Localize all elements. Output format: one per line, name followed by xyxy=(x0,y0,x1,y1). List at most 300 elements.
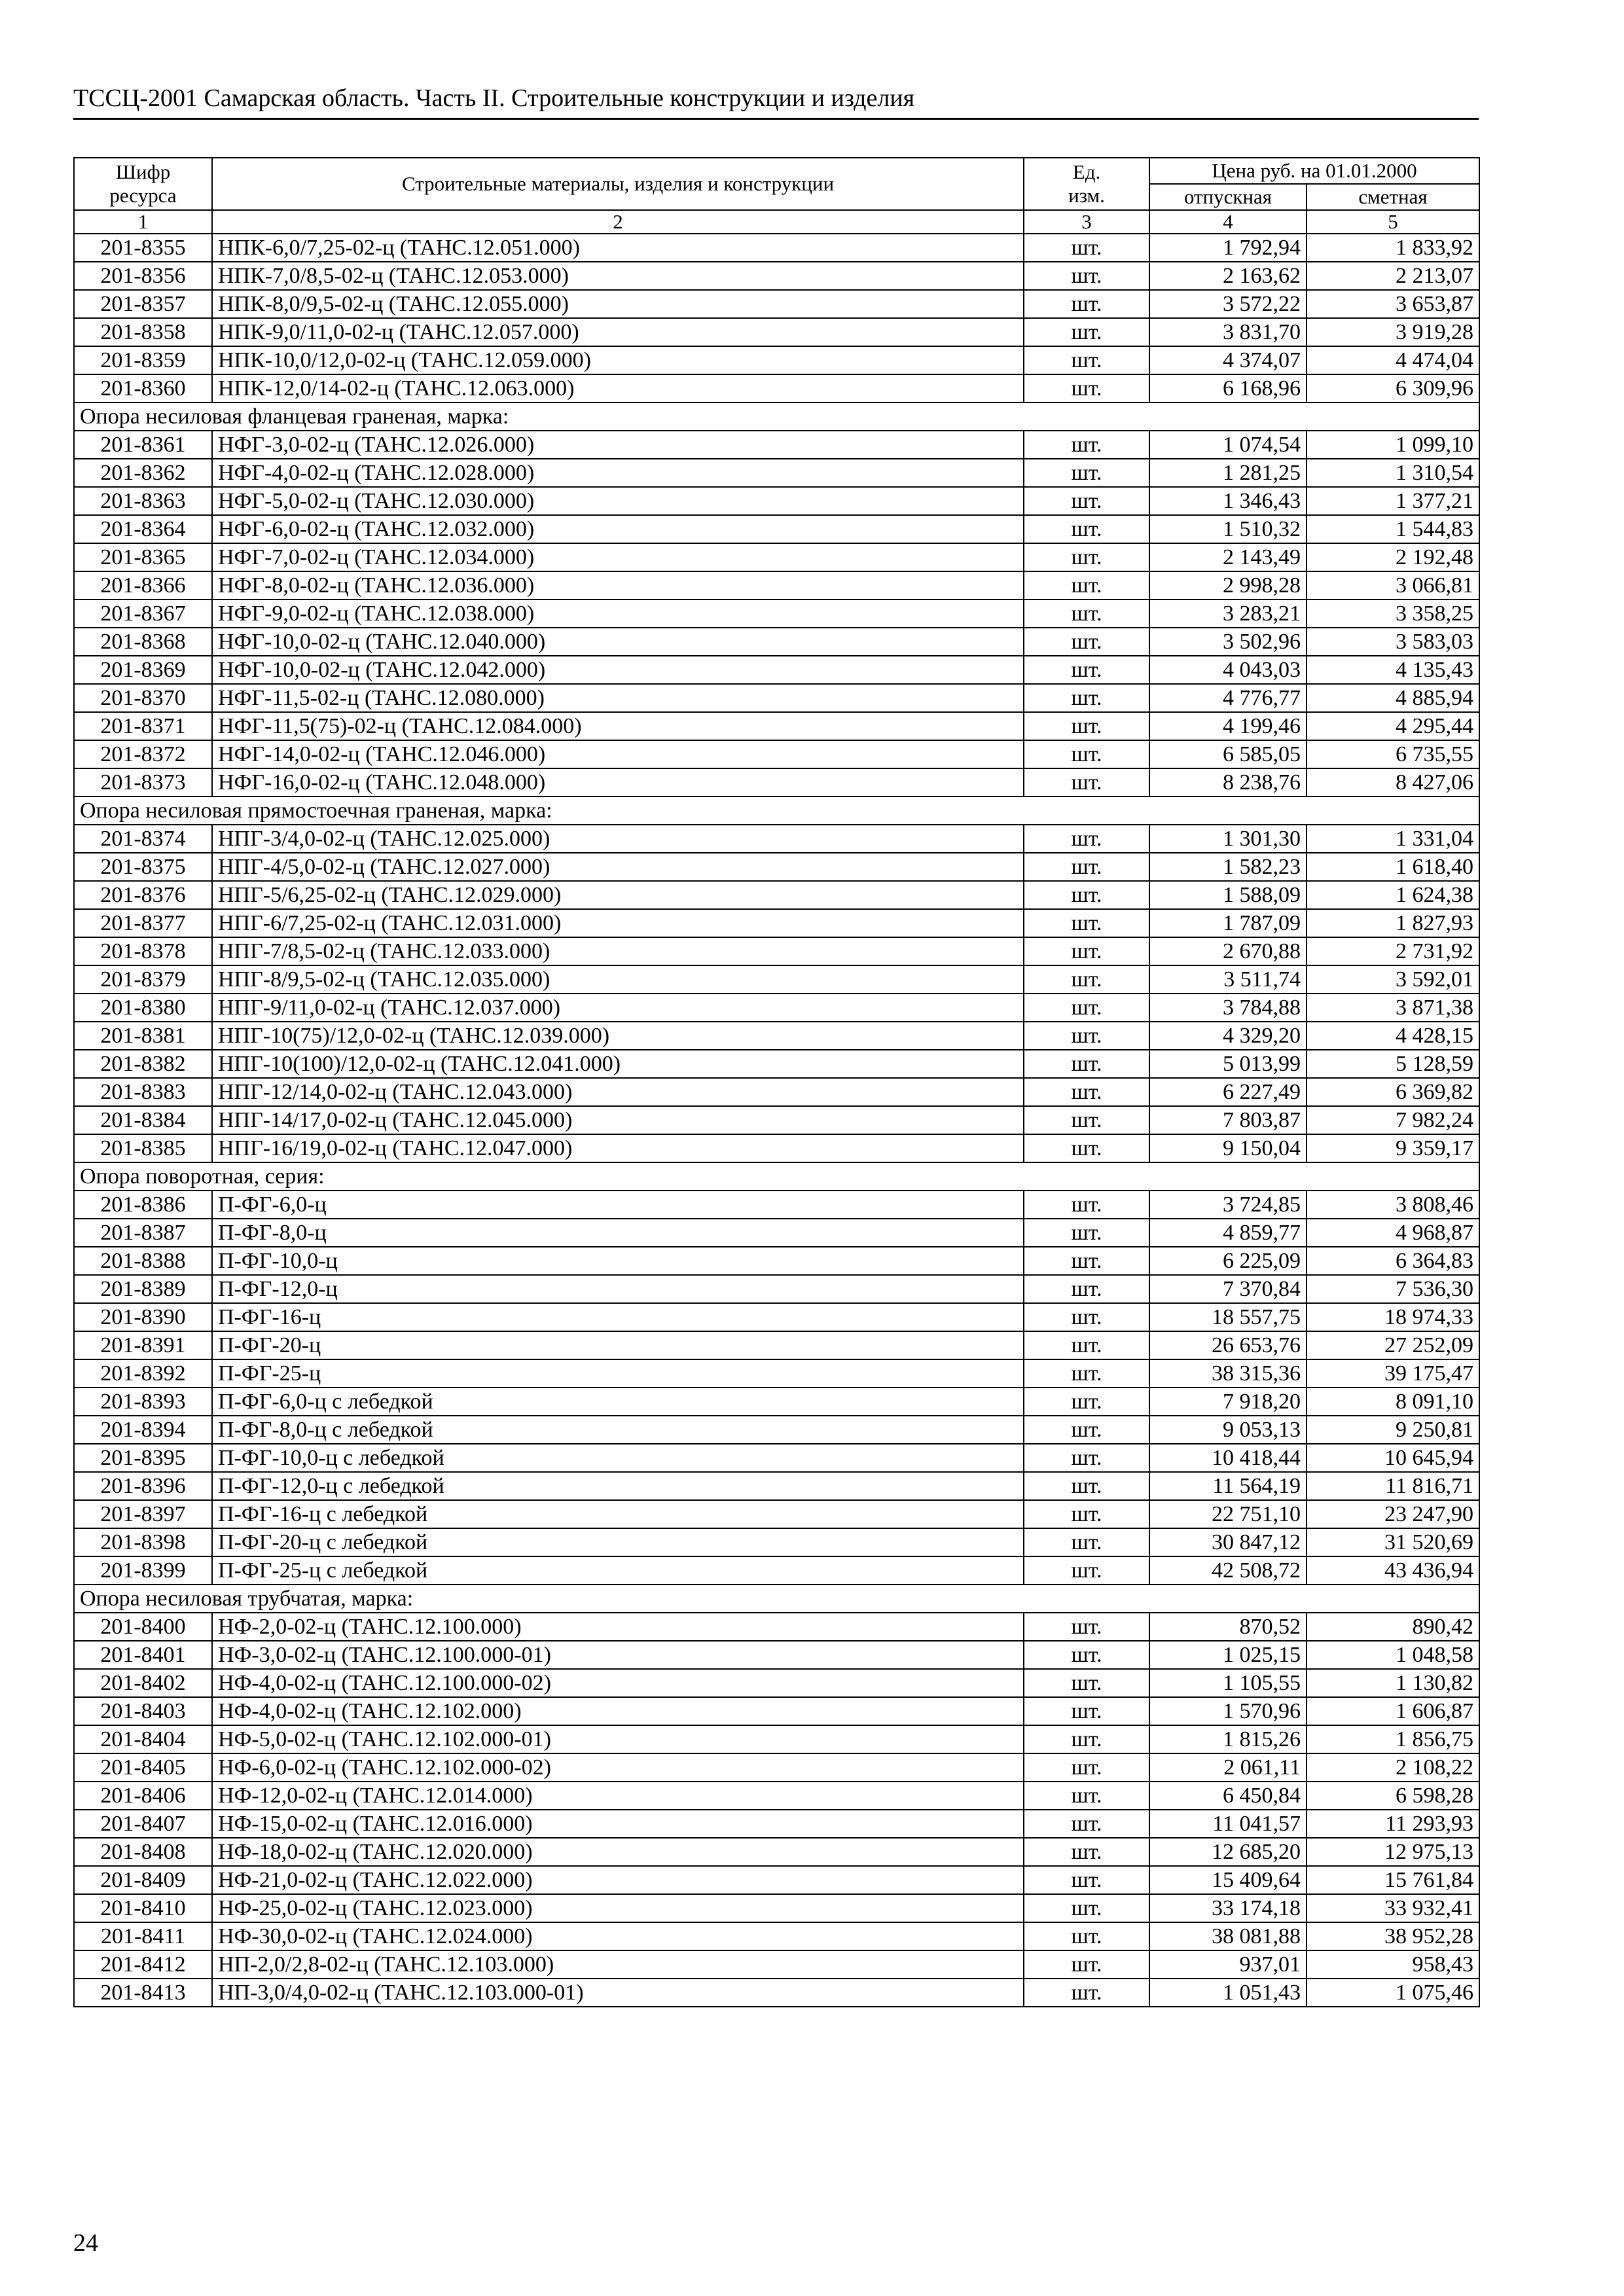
release-price-cell: 3 724,85 xyxy=(1149,1191,1307,1219)
resource-code-cell: 201-8374 xyxy=(74,825,212,853)
resource-code-cell: 201-8366 xyxy=(74,571,212,600)
estimate-price-cell: 9 359,17 xyxy=(1307,1134,1479,1162)
table-row xyxy=(74,1641,1479,1669)
estimate-price-cell: 1 310,54 xyxy=(1307,459,1479,487)
estimate-price-cell: 11 293,93 xyxy=(1307,1810,1479,1838)
resource-code-cell: 201-8382 xyxy=(74,1050,212,1078)
release-price-cell: 3 502,96 xyxy=(1149,628,1307,656)
estimate-price-cell: 23 247,90 xyxy=(1307,1500,1479,1528)
item-name-cell: П-ФГ-20-ц с лебедкой xyxy=(212,1528,1024,1556)
unit-cell: шт. xyxy=(1024,459,1149,487)
estimate-price-cell: 43 436,94 xyxy=(1307,1556,1479,1585)
unit-cell: шт. xyxy=(1024,487,1149,515)
estimate-price-cell: 3 919,28 xyxy=(1307,318,1479,346)
section-heading: Опора поворотная, серия: xyxy=(74,1162,1479,1191)
item-name-cell: НП-3,0/4,0-02-ц (ТАНС.12.103.000-01) xyxy=(212,1979,1024,2007)
release-price-cell: 6 168,96 xyxy=(1149,374,1307,403)
table-row xyxy=(74,1134,1479,1162)
estimate-price-cell: 6 735,55 xyxy=(1307,740,1479,768)
estimate-price-cell: 890,42 xyxy=(1307,1613,1479,1641)
unit-cell: шт. xyxy=(1024,768,1149,797)
table-row xyxy=(74,1275,1479,1303)
unit-cell: шт. xyxy=(1024,1078,1149,1106)
item-name-cell: НПК-8,0/9,5-02-ц (ТАНС.12.055.000) xyxy=(212,290,1024,318)
item-name-cell: НФГ-8,0-02-ц (ТАНС.12.036.000) xyxy=(212,571,1024,600)
item-name-cell: НФГ-16,0-02-ц (ТАНС.12.048.000) xyxy=(212,768,1024,797)
item-name-cell: НФГ-3,0-02-ц (ТАНС.12.026.000) xyxy=(212,431,1024,459)
table-row xyxy=(74,712,1479,740)
table-row xyxy=(74,262,1479,290)
unit-cell: шт. xyxy=(1024,825,1149,853)
release-price-cell: 1 570,96 xyxy=(1149,1697,1307,1725)
table-row xyxy=(74,994,1479,1022)
resource-code-cell: 201-8368 xyxy=(74,628,212,656)
estimate-price-cell: 27 252,09 xyxy=(1307,1331,1479,1359)
resource-code-cell: 201-8402 xyxy=(74,1669,212,1697)
price-table-body xyxy=(74,234,1479,2007)
release-price-cell: 12 685,20 xyxy=(1149,1838,1307,1866)
resource-code-cell: 201-8389 xyxy=(74,1275,212,1303)
estimate-price-cell: 4 968,87 xyxy=(1307,1219,1479,1247)
table-row xyxy=(74,1500,1479,1528)
resource-code-cell: 201-8396 xyxy=(74,1472,212,1500)
resource-code-cell: 201-8359 xyxy=(74,346,212,374)
table-row xyxy=(74,1472,1479,1500)
table-row xyxy=(74,1979,1479,2007)
table-row xyxy=(74,656,1479,684)
resource-code-cell: 201-8384 xyxy=(74,1106,212,1134)
item-name-cell: НФГ-10,0-02-ц (ТАНС.12.040.000) xyxy=(212,628,1024,656)
release-price-cell: 1 510,32 xyxy=(1149,515,1307,543)
column-header-unit: Ед. изм. xyxy=(1024,158,1149,210)
release-price-cell: 1 588,09 xyxy=(1149,881,1307,909)
table-row xyxy=(74,1050,1479,1078)
table-row xyxy=(74,515,1479,543)
item-name-cell: НПГ-12/14,0-02-ц (ТАНС.12.043.000) xyxy=(212,1078,1024,1106)
table-row xyxy=(74,628,1479,656)
table-row xyxy=(74,1556,1479,1585)
estimate-price-cell: 4 135,43 xyxy=(1307,656,1479,684)
resource-code-cell: 201-8370 xyxy=(74,684,212,712)
table-row xyxy=(74,346,1479,374)
release-price-cell: 6 585,05 xyxy=(1149,740,1307,768)
table-row xyxy=(74,1444,1479,1472)
unit-cell: шт. xyxy=(1024,1922,1149,1950)
release-price-cell: 937,01 xyxy=(1149,1950,1307,1979)
item-name-cell: НФГ-14,0-02-ц (ТАНС.12.046.000) xyxy=(212,740,1024,768)
unit-cell: шт. xyxy=(1024,994,1149,1022)
unit-cell: шт. xyxy=(1024,1697,1149,1725)
unit-cell: шт. xyxy=(1024,515,1149,543)
estimate-price-cell: 1 099,10 xyxy=(1307,431,1479,459)
unit-cell: шт. xyxy=(1024,1810,1149,1838)
resource-code-cell: 201-8379 xyxy=(74,965,212,994)
column-header-estimate: сметная xyxy=(1307,184,1479,210)
release-price-cell: 38 081,88 xyxy=(1149,1922,1307,1950)
release-price-cell: 2 143,49 xyxy=(1149,543,1307,571)
release-price-cell: 9 053,13 xyxy=(1149,1416,1307,1444)
estimate-price-cell: 958,43 xyxy=(1307,1950,1479,1979)
estimate-price-cell: 38 952,28 xyxy=(1307,1922,1479,1950)
estimate-price-cell: 3 583,03 xyxy=(1307,628,1479,656)
item-name-cell: П-ФГ-8,0-ц с лебедкой xyxy=(212,1416,1024,1444)
resource-code-cell: 201-8369 xyxy=(74,656,212,684)
release-price-cell: 1 582,23 xyxy=(1149,853,1307,881)
price-table-header xyxy=(74,158,1479,234)
item-name-cell: П-ФГ-8,0-ц xyxy=(212,1219,1024,1247)
estimate-price-cell: 4 474,04 xyxy=(1307,346,1479,374)
table-row xyxy=(74,1247,1479,1275)
table-row xyxy=(74,487,1479,515)
item-name-cell: П-ФГ-12,0-ц xyxy=(212,1275,1024,1303)
release-price-cell: 9 150,04 xyxy=(1149,1134,1307,1162)
release-price-cell: 1 281,25 xyxy=(1149,459,1307,487)
release-price-cell: 1 025,15 xyxy=(1149,1641,1307,1669)
unit-cell: шт. xyxy=(1024,1669,1149,1697)
unit-cell: шт. xyxy=(1024,1388,1149,1416)
item-name-cell: НФ-18,0-02-ц (ТАНС.12.020.000) xyxy=(212,1838,1024,1866)
estimate-price-cell: 1 544,83 xyxy=(1307,515,1479,543)
unit-cell: шт. xyxy=(1024,1782,1149,1810)
release-price-cell: 3 831,70 xyxy=(1149,318,1307,346)
unit-cell: шт. xyxy=(1024,965,1149,994)
unit-cell: шт. xyxy=(1024,1106,1149,1134)
unit-cell: шт. xyxy=(1024,909,1149,937)
release-price-cell: 4 859,77 xyxy=(1149,1219,1307,1247)
release-price-cell: 3 283,21 xyxy=(1149,600,1307,628)
resource-code-cell: 201-8397 xyxy=(74,1500,212,1528)
item-name-cell: НПГ-4/5,0-02-ц (ТАНС.12.027.000) xyxy=(212,853,1024,881)
resource-code-cell: 201-8388 xyxy=(74,1247,212,1275)
estimate-price-cell: 3 066,81 xyxy=(1307,571,1479,600)
item-name-cell: НФ-30,0-02-ц (ТАНС.12.024.000) xyxy=(212,1922,1024,1950)
release-price-cell: 3 572,22 xyxy=(1149,290,1307,318)
page-number: 24 xyxy=(73,2229,98,2257)
resource-code-cell: 201-8412 xyxy=(74,1950,212,1979)
item-name-cell: НФ-5,0-02-ц (ТАНС.12.102.000-01) xyxy=(212,1725,1024,1753)
resource-code-cell: 201-8390 xyxy=(74,1303,212,1331)
table-row xyxy=(74,1894,1479,1922)
item-name-cell: П-ФГ-10,0-ц с лебедкой xyxy=(212,1444,1024,1472)
unit-cell: шт. xyxy=(1024,1472,1149,1500)
release-price-cell: 870,52 xyxy=(1149,1613,1307,1641)
item-name-cell: НПК-7,0/8,5-02-ц (ТАНС.12.053.000) xyxy=(212,262,1024,290)
table-row xyxy=(74,571,1479,600)
table-row xyxy=(74,234,1479,262)
table-row xyxy=(74,1022,1479,1050)
release-price-cell: 1 787,09 xyxy=(1149,909,1307,937)
release-price-cell: 10 418,44 xyxy=(1149,1444,1307,1472)
section-row xyxy=(74,797,1479,825)
estimate-price-cell: 7 536,30 xyxy=(1307,1275,1479,1303)
table-row xyxy=(74,1697,1479,1725)
release-price-cell: 22 751,10 xyxy=(1149,1500,1307,1528)
table-row xyxy=(74,937,1479,965)
item-name-cell: П-ФГ-6,0-ц с лебедкой xyxy=(212,1388,1024,1416)
estimate-price-cell: 33 932,41 xyxy=(1307,1894,1479,1922)
estimate-price-cell: 31 520,69 xyxy=(1307,1528,1479,1556)
table-row xyxy=(74,965,1479,994)
table-row xyxy=(74,853,1479,881)
table-row xyxy=(74,825,1479,853)
estimate-price-cell: 1 827,93 xyxy=(1307,909,1479,937)
release-price-cell: 2 998,28 xyxy=(1149,571,1307,600)
item-name-cell: НП-2,0/2,8-02-ц (ТАНС.12.103.000) xyxy=(212,1950,1024,1979)
resource-code-cell: 201-8378 xyxy=(74,937,212,965)
resource-code-cell: 201-8377 xyxy=(74,909,212,937)
table-row xyxy=(74,1106,1479,1134)
release-price-cell: 2 061,11 xyxy=(1149,1753,1307,1782)
unit-cell: шт. xyxy=(1024,740,1149,768)
table-row xyxy=(74,1416,1479,1444)
resource-code-cell: 201-8385 xyxy=(74,1134,212,1162)
unit-cell: шт. xyxy=(1024,1528,1149,1556)
section-row xyxy=(74,403,1479,431)
resource-code-cell: 201-8408 xyxy=(74,1838,212,1866)
column-header-price-group: Цена руб. на 01.01.2000 xyxy=(1149,158,1479,184)
estimate-price-cell: 3 871,38 xyxy=(1307,994,1479,1022)
unit-cell: шт. xyxy=(1024,1022,1149,1050)
release-price-cell: 6 225,09 xyxy=(1149,1247,1307,1275)
estimate-price-cell: 1 130,82 xyxy=(1307,1669,1479,1697)
page-header-title: ТССЦ-2001 Самарская область. Часть II. Строительные конструкции и изделия xyxy=(73,84,915,112)
release-price-cell: 7 918,20 xyxy=(1149,1388,1307,1416)
resource-code-cell: 201-8357 xyxy=(74,290,212,318)
resource-code-cell: 201-8376 xyxy=(74,881,212,909)
item-name-cell: НФГ-6,0-02-ц (ТАНС.12.032.000) xyxy=(212,515,1024,543)
table-row xyxy=(74,1528,1479,1556)
estimate-price-cell: 6 364,83 xyxy=(1307,1247,1479,1275)
resource-code-cell: 201-8361 xyxy=(74,431,212,459)
resource-code-cell: 201-8405 xyxy=(74,1753,212,1782)
estimate-price-cell: 18 974,33 xyxy=(1307,1303,1479,1331)
estimate-price-cell: 1 377,21 xyxy=(1307,487,1479,515)
resource-code-cell: 201-8387 xyxy=(74,1219,212,1247)
unit-cell: шт. xyxy=(1024,1950,1149,1979)
section-row xyxy=(74,1162,1479,1191)
estimate-price-cell: 8 091,10 xyxy=(1307,1388,1479,1416)
item-name-cell: НФГ-7,0-02-ц (ТАНС.12.034.000) xyxy=(212,543,1024,571)
release-price-cell: 3 511,74 xyxy=(1149,965,1307,994)
table-row xyxy=(74,1866,1479,1894)
resource-code-cell: 201-8358 xyxy=(74,318,212,346)
estimate-price-cell: 2 192,48 xyxy=(1307,543,1479,571)
item-name-cell: П-ФГ-12,0-ц с лебедкой xyxy=(212,1472,1024,1500)
item-name-cell: П-ФГ-25-ц xyxy=(212,1359,1024,1388)
release-price-cell: 1 051,43 xyxy=(1149,1979,1307,2007)
release-price-cell: 1 301,30 xyxy=(1149,825,1307,853)
unit-cell: шт. xyxy=(1024,1556,1149,1585)
item-name-cell: НПК-10,0/12,0-02-ц (ТАНС.12.059.000) xyxy=(212,346,1024,374)
table-row xyxy=(74,1950,1479,1979)
estimate-price-cell: 1 624,38 xyxy=(1307,881,1479,909)
resource-code-cell: 201-8362 xyxy=(74,459,212,487)
price-table xyxy=(73,157,1480,2007)
unit-cell: шт. xyxy=(1024,1725,1149,1753)
unit-cell: шт. xyxy=(1024,374,1149,403)
release-price-cell: 15 409,64 xyxy=(1149,1866,1307,1894)
estimate-price-cell: 2 213,07 xyxy=(1307,262,1479,290)
item-name-cell: НФ-12,0-02-ц (ТАНС.12.014.000) xyxy=(212,1782,1024,1810)
resource-code-cell: 201-8386 xyxy=(74,1191,212,1219)
item-name-cell: НФГ-9,0-02-ц (ТАНС.12.038.000) xyxy=(212,600,1024,628)
unit-cell: шт. xyxy=(1024,1359,1149,1388)
resource-code-cell: 201-8400 xyxy=(74,1613,212,1641)
unit-cell: шт. xyxy=(1024,1613,1149,1641)
item-name-cell: НФГ-4,0-02-ц (ТАНС.12.028.000) xyxy=(212,459,1024,487)
unit-cell: шт. xyxy=(1024,1191,1149,1219)
resource-code-cell: 201-8399 xyxy=(74,1556,212,1585)
column-header-release: отпускная xyxy=(1149,184,1307,210)
resource-code-cell: 201-8410 xyxy=(74,1894,212,1922)
estimate-price-cell: 1 075,46 xyxy=(1307,1979,1479,2007)
estimate-price-cell: 1 856,75 xyxy=(1307,1725,1479,1753)
release-price-cell: 6 227,49 xyxy=(1149,1078,1307,1106)
estimate-price-cell: 1 833,92 xyxy=(1307,234,1479,262)
unit-cell: шт. xyxy=(1024,1303,1149,1331)
resource-code-cell: 201-8393 xyxy=(74,1388,212,1416)
release-price-cell: 4 776,77 xyxy=(1149,684,1307,712)
resource-code-cell: 201-8365 xyxy=(74,543,212,571)
item-name-cell: НФ-21,0-02-ц (ТАНС.12.022.000) xyxy=(212,1866,1024,1894)
item-name-cell: НПГ-8/9,5-02-ц (ТАНС.12.035.000) xyxy=(212,965,1024,994)
estimate-price-cell: 1 618,40 xyxy=(1307,853,1479,881)
table-row xyxy=(74,1388,1479,1416)
unit-cell: шт. xyxy=(1024,431,1149,459)
section-heading: Опора несиловая фланцевая граненая, марка: xyxy=(74,403,1479,431)
table-row xyxy=(74,1725,1479,1753)
unit-cell: шт. xyxy=(1024,684,1149,712)
item-name-cell: П-ФГ-6,0-ц xyxy=(212,1191,1024,1219)
release-price-cell: 4 043,03 xyxy=(1149,656,1307,684)
estimate-price-cell: 6 598,28 xyxy=(1307,1782,1479,1810)
release-price-cell: 2 670,88 xyxy=(1149,937,1307,965)
item-name-cell: НПГ-7/8,5-02-ц (ТАНС.12.033.000) xyxy=(212,937,1024,965)
item-name-cell: НФГ-11,5-02-ц (ТАНС.12.080.000) xyxy=(212,684,1024,712)
resource-code-cell: 201-8407 xyxy=(74,1810,212,1838)
unit-cell: шт. xyxy=(1024,1331,1149,1359)
item-name-cell: НПГ-6/7,25-02-ц (ТАНС.12.031.000) xyxy=(212,909,1024,937)
item-name-cell: НПГ-9/11,0-02-ц (ТАНС.12.037.000) xyxy=(212,994,1024,1022)
estimate-price-cell: 3 653,87 xyxy=(1307,290,1479,318)
resource-code-cell: 201-8363 xyxy=(74,487,212,515)
unit-cell: шт. xyxy=(1024,346,1149,374)
item-name-cell: НФ-4,0-02-ц (ТАНС.12.102.000) xyxy=(212,1697,1024,1725)
table-row xyxy=(74,1219,1479,1247)
release-price-cell: 3 784,88 xyxy=(1149,994,1307,1022)
table-row xyxy=(74,1753,1479,1782)
release-price-cell: 2 163,62 xyxy=(1149,262,1307,290)
section-heading: Опора несиловая трубчатая, марка: xyxy=(74,1585,1479,1613)
estimate-price-cell: 10 645,94 xyxy=(1307,1444,1479,1472)
unit-cell: шт. xyxy=(1024,656,1149,684)
header-divider xyxy=(73,118,1479,120)
table-row xyxy=(74,1810,1479,1838)
table-row xyxy=(74,740,1479,768)
release-price-cell: 30 847,12 xyxy=(1149,1528,1307,1556)
unit-cell: шт. xyxy=(1024,1275,1149,1303)
unit-cell: шт. xyxy=(1024,1753,1149,1782)
column-number: 3 xyxy=(1024,210,1149,234)
resource-code-cell: 201-8395 xyxy=(74,1444,212,1472)
table-row xyxy=(74,1303,1479,1331)
estimate-price-cell: 4 428,15 xyxy=(1307,1022,1479,1050)
column-header-code: Шифр ресурса xyxy=(74,158,212,210)
estimate-price-cell: 15 761,84 xyxy=(1307,1866,1479,1894)
unit-cell: шт. xyxy=(1024,1894,1149,1922)
item-name-cell: НФГ-11,5(75)-02-ц (ТАНС.12.084.000) xyxy=(212,712,1024,740)
item-name-cell: П-ФГ-25-ц с лебедкой xyxy=(212,1556,1024,1585)
table-row xyxy=(74,768,1479,797)
item-name-cell: НПГ-16/19,0-02-ц (ТАНС.12.047.000) xyxy=(212,1134,1024,1162)
table-row xyxy=(74,1191,1479,1219)
release-price-cell: 33 174,18 xyxy=(1149,1894,1307,1922)
table-row xyxy=(74,1669,1479,1697)
table-row xyxy=(74,290,1479,318)
unit-cell: шт. xyxy=(1024,937,1149,965)
item-name-cell: П-ФГ-16-ц с лебедкой xyxy=(212,1500,1024,1528)
item-name-cell: НПК-6,0/7,25-02-ц (ТАНС.12.051.000) xyxy=(212,234,1024,262)
unit-cell: шт. xyxy=(1024,571,1149,600)
unit-cell: шт. xyxy=(1024,1247,1149,1275)
release-price-cell: 7 370,84 xyxy=(1149,1275,1307,1303)
unit-cell: шт. xyxy=(1024,628,1149,656)
estimate-price-cell: 3 358,25 xyxy=(1307,600,1479,628)
table-row xyxy=(74,318,1479,346)
unit-cell: шт. xyxy=(1024,1444,1149,1472)
item-name-cell: НФ-15,0-02-ц (ТАНС.12.016.000) xyxy=(212,1810,1024,1838)
item-name-cell: НПГ-3/4,0-02-ц (ТАНС.12.025.000) xyxy=(212,825,1024,853)
resource-code-cell: 201-8401 xyxy=(74,1641,212,1669)
unit-cell: шт. xyxy=(1024,1050,1149,1078)
estimate-price-cell: 8 427,06 xyxy=(1307,768,1479,797)
unit-cell: шт. xyxy=(1024,318,1149,346)
item-name-cell: НПГ-10(100)/12,0-02-ц (ТАНС.12.041.000) xyxy=(212,1050,1024,1078)
item-name-cell: НФ-25,0-02-ц (ТАНС.12.023.000) xyxy=(212,1894,1024,1922)
resource-code-cell: 201-8394 xyxy=(74,1416,212,1444)
item-name-cell: НПК-12,0/14-02-ц (ТАНС.12.063.000) xyxy=(212,374,1024,403)
resource-code-cell: 201-8391 xyxy=(74,1331,212,1359)
table-row xyxy=(74,543,1479,571)
resource-code-cell: 201-8392 xyxy=(74,1359,212,1388)
unit-cell: шт. xyxy=(1024,1219,1149,1247)
item-name-cell: П-ФГ-16-ц xyxy=(212,1303,1024,1331)
column-number: 1 xyxy=(74,210,212,234)
column-number: 2 xyxy=(212,210,1024,234)
unit-cell: шт. xyxy=(1024,1134,1149,1162)
item-name-cell: НФГ-10,0-02-ц (ТАНС.12.042.000) xyxy=(212,656,1024,684)
item-name-cell: НПГ-5/6,25-02-ц (ТАНС.12.029.000) xyxy=(212,881,1024,909)
estimate-price-cell: 1 331,04 xyxy=(1307,825,1479,853)
resource-code-cell: 201-8404 xyxy=(74,1725,212,1753)
item-name-cell: П-ФГ-20-ц xyxy=(212,1331,1024,1359)
estimate-price-cell: 4 885,94 xyxy=(1307,684,1479,712)
release-price-cell: 4 329,20 xyxy=(1149,1022,1307,1050)
item-name-cell: НФ-2,0-02-ц (ТАНС.12.100.000) xyxy=(212,1613,1024,1641)
release-price-cell: 5 013,99 xyxy=(1149,1050,1307,1078)
section-row xyxy=(74,1585,1479,1613)
unit-cell: шт. xyxy=(1024,1979,1149,2007)
release-price-cell: 8 238,76 xyxy=(1149,768,1307,797)
table-row xyxy=(74,1359,1479,1388)
table-row xyxy=(74,1922,1479,1950)
table-row xyxy=(74,1782,1479,1810)
resource-code-cell: 201-8411 xyxy=(74,1922,212,1950)
estimate-price-cell: 3 592,01 xyxy=(1307,965,1479,994)
release-price-cell: 1 074,54 xyxy=(1149,431,1307,459)
release-price-cell: 11 564,19 xyxy=(1149,1472,1307,1500)
unit-cell: шт. xyxy=(1024,1500,1149,1528)
